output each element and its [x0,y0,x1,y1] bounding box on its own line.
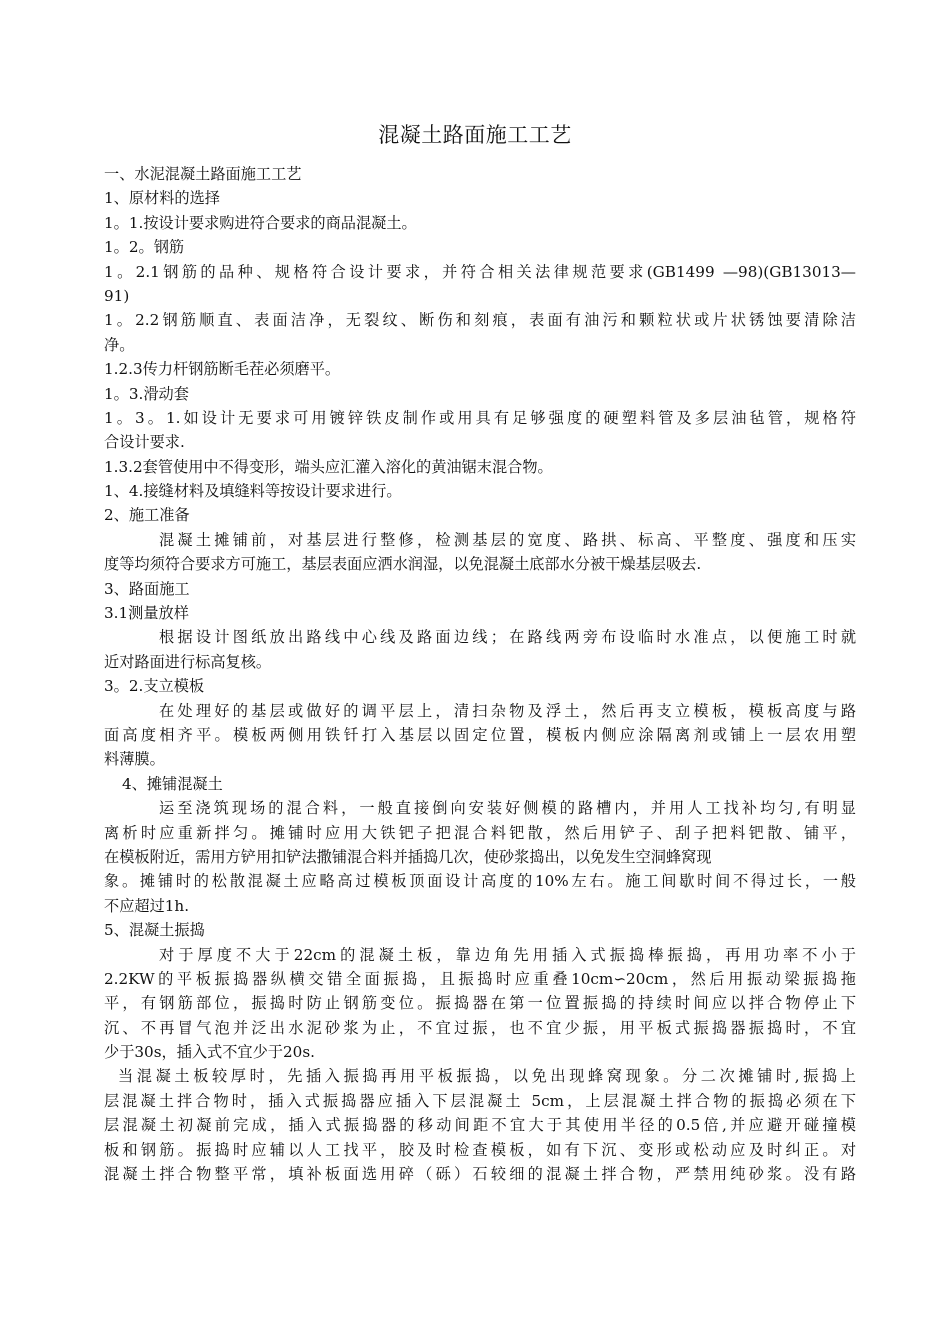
paragraph-line: 层混凝土初凝前完成，插入式振捣器的移动间距不宜大于其使用半径的0.5倍,并应避开碰撞模 [104,1116,856,1135]
document-body [104,162,856,1186]
subsection-heading: 3。2.支立模板 [104,677,205,696]
document-title: 混凝土路面施工工艺 [378,123,572,147]
paragraph-line: 合设计要求. [104,433,185,452]
section-heading: 2、施工准备 [104,506,190,525]
paragraph-line: 2.2KW的平板振捣器纵横交错全面振捣，且振捣时应重叠10cm∽20cm，然后用振动梁振捣拖 [104,969,856,988]
subsection-heading: 3.1测量放样 [104,604,189,623]
paragraph-line: 不应超过1h. [104,896,190,915]
paragraph-line: 面高度相齐平。模板两侧用铁钎打入基层以固定位置，模板内侧应涂隔离剂或铺上一层农用塑 [104,725,856,744]
paragraph-line: 平，有钢筋部位，振捣时防止钢筋变位。振捣器在第一位置振捣的持续时间应以拌合物停止下 [104,994,856,1013]
paragraph-line: 混凝土拌合物整平常，填补板面选用碎（砾）石较细的混凝土拌合物，严禁用纯砂浆。没有路 [104,1165,856,1184]
paragraph-line: 近对路面进行标高复核。 [104,652,272,671]
paragraph-line: 离析时应重新拌匀。摊铺时应用大铁钯子把混合料钯散，然后用铲子、刮子把料钯散、铺平， [104,823,856,842]
paragraph-line: 91) [104,286,130,305]
paragraph-line: 1.3.2套管使用中不得变形，端头应汇灌入溶化的黄油锯末混合物。 [104,457,553,476]
paragraph-line: 根据设计图纸放出路线中心线及路面边线；在路线两旁布设临时水准点，以便施工时就 [159,628,856,647]
paragraph-line: 1。2.2钢筋顺直、表面洁净，无裂纹、断伤和刻痕，表面有油污和颗粒状或片状锈蚀要清除洁 [104,311,856,330]
paragraph-line: 层混凝土拌合物时，插入式振捣器应插入下层混凝土 5cm，上层混凝土拌合物的振捣必须在下 [104,1091,856,1110]
subsection-heading: 1、原材料的选择 [104,189,220,208]
paragraph-line: 当混凝土板较厚时，先插入振捣再用平板振捣，以免出现蜂窝现象。分二次摊铺时,振捣上 [118,1067,856,1086]
paragraph-line: 料薄膜。 [104,750,165,769]
paragraph-line: 对于厚度不大于22cm的混凝土板，靠边角先用插入式振捣棒振捣，再用功率不小于 [159,945,856,964]
paragraph-line: 板和钢筋。振捣时应辅以人工找平，胶及时检查模板，如有下沉、变形或松动应及时纠正。对 [104,1140,856,1159]
paragraph-line: 沉、不再冒气泡并泛出水泥砂浆为止，不宜过振，也不宜少振，用平板式振捣器振捣时，不宜 [104,1018,856,1037]
section-heading: 一、水泥混凝土路面施工工艺 [104,165,302,183]
paragraph-line: 1、4.接缝材料及填缝料等按设计要求进行。 [104,482,402,501]
subsection-heading: 1。2。钢筋 [104,238,185,257]
paragraph-line: 1。3。1.如设计无要求可用镀锌铁皮制作或用具有足够强度的硬塑料管及多层油毡管，规格符 [104,408,856,427]
paragraph-line: 1。1.按设计要求购进符合要求的商品混凝土。 [104,213,417,232]
paragraph-line: 1.2.3传力杆钢筋断毛茬必须磨平。 [104,360,341,379]
paragraph-line: 净。 [104,335,135,354]
paragraph-line: 少于30s，插入式不宜少于20s. [104,1043,315,1062]
paragraph-line: 1。2.1钢筋的品种、规格符合设计要求，并符合相关法律规范要求(GB1499 —98)(GB13013— [104,262,856,281]
section-heading: 5、混凝土振捣 [104,921,205,940]
paragraph-line: 度等均须符合要求方可施工，基层表面应洒水润湿，以免混凝土底部水分被干燥基层吸去. [104,555,702,574]
paragraph-line: 在模板附近，需用方铲用扣铲法撒铺混合料并插捣几次，使砂浆捣出，以免发生空洞蜂窝现 [104,847,712,866]
subsection-heading: 1。3.滑动套 [104,384,189,403]
paragraph-line: 在处理好的基层或做好的调平层上，清扫杂物及浮土，然后再支立模板，模板高度与路 [159,701,856,720]
section-heading: 3、路面施工 [104,579,190,598]
section-heading: 4、摊铺混凝土 [122,774,223,793]
paragraph-line: 运至浇筑现场的混合料，一般直接倒向安装好侧模的路槽内，并用人工找补均匀,有明显 [159,799,856,818]
paragraph-line: 象。摊铺时的松散混凝土应略高过模板顶面设计高度的10%左右。施工间歇时间不得过长，一般 [104,872,856,891]
paragraph-line: 混凝土摊铺前，对基层进行整修，检测基层的宽度、路拱、标高、平整度、强度和压实 [159,530,856,549]
